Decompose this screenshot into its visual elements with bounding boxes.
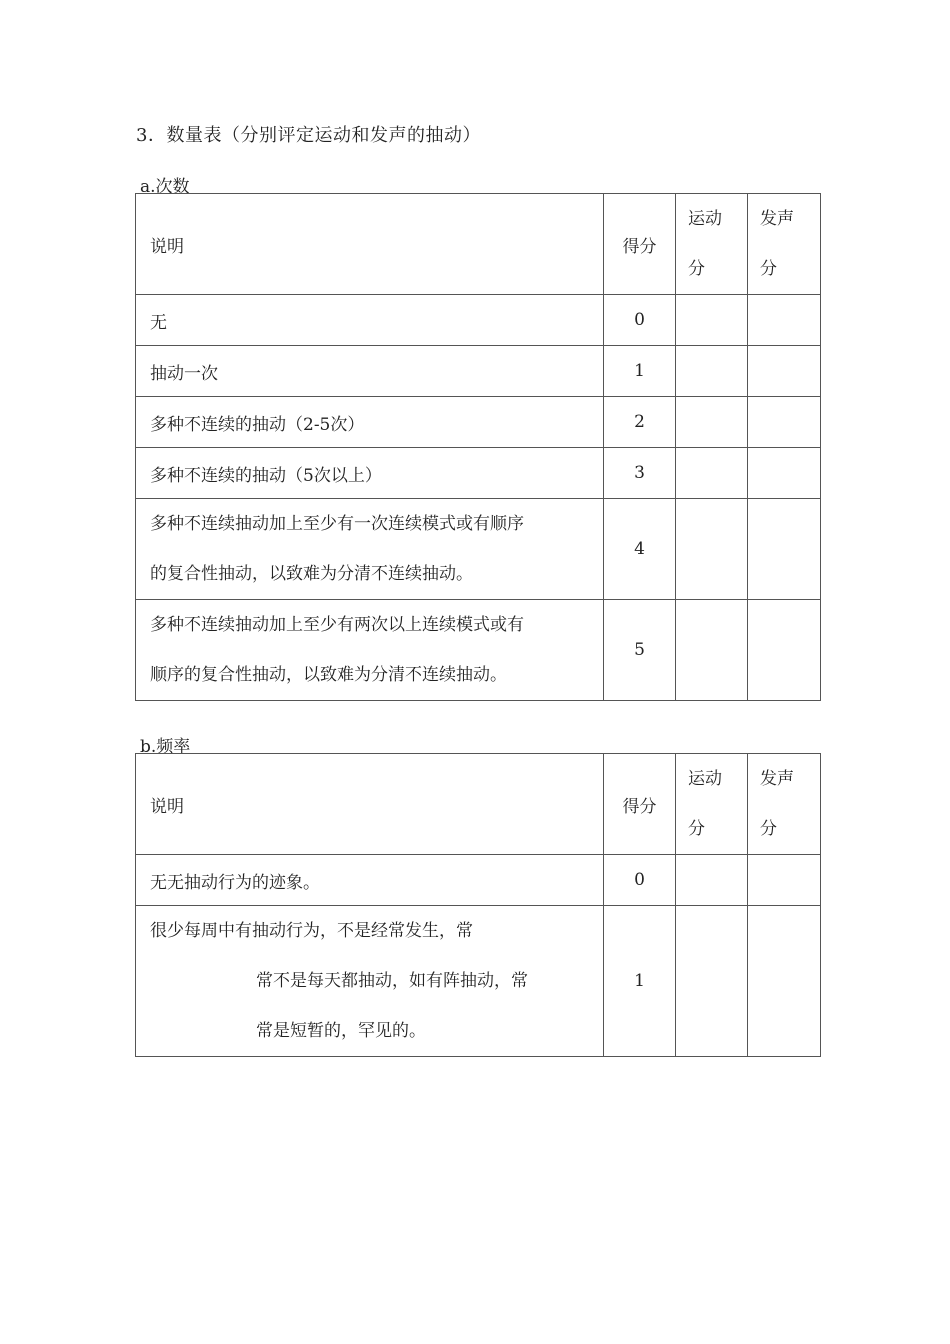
motor-score-cell[interactable] [676,346,748,397]
row-desc: 无无抽动行为的迹象。 [136,855,604,906]
table-row [136,346,821,397]
motor-score-cell[interactable] [676,448,748,499]
motor-score-cell[interactable] [676,499,748,600]
header-motor: 运动 分 [676,754,748,855]
row-desc: 很少每周中有抽动行为，不是经常发生，常 常不是每天都抽动，如有阵抽动，常 常是短暂的，罕见的。 [136,906,604,1057]
vocal-score-cell[interactable] [748,448,821,499]
table-row [136,600,821,701]
row-desc: 多种不连续抽动加上至少有一次连续模式或有顺序 的复合性抽动，以致难为分清不连续抽动。 [136,499,604,600]
header-vocal: 发声 分 [748,754,821,855]
header-desc: 说明 [136,754,604,855]
motor-score-cell[interactable] [676,600,748,701]
table-row [136,295,821,346]
frequency-rate-table [135,753,821,1057]
vocal-score-cell[interactable] [748,855,821,906]
header-motor: 运动 分 [676,194,748,295]
vocal-score-cell[interactable] [748,499,821,600]
header-score: 得分 [604,754,676,855]
motor-score-cell[interactable] [676,906,748,1057]
row-score: 0 [604,855,676,906]
row-score: 4 [604,499,676,600]
motor-score-cell[interactable] [676,855,748,906]
vocal-score-cell[interactable] [748,346,821,397]
table-row [136,397,821,448]
vocal-score-cell[interactable] [748,906,821,1057]
table-row [136,906,821,1057]
motor-score-cell[interactable] [676,397,748,448]
header-score: 得分 [604,194,676,295]
vocal-score-cell[interactable] [748,295,821,346]
table-header-row [136,194,821,295]
row-score: 0 [604,295,676,346]
table-row [136,448,821,499]
frequency-count-table [135,193,821,701]
page-heading: 3．数量表（分别评定运动和发声的抽动） [136,125,481,146]
row-score: 5 [604,600,676,701]
vocal-score-cell[interactable] [748,397,821,448]
row-desc: 抽动一次 [136,346,604,397]
table-row [136,499,821,600]
table-header-row [136,754,821,855]
row-desc: 多种不连续抽动加上至少有两次以上连续模式或有 顺序的复合性抽动，以致难为分清不连续抽动。 [136,600,604,701]
motor-score-cell[interactable] [676,295,748,346]
row-desc: 多种不连续的抽动（2-5次） [136,397,604,448]
section-a-title: a.次数 [140,177,190,197]
row-score: 1 [604,906,676,1057]
row-score: 3 [604,448,676,499]
row-score: 2 [604,397,676,448]
vocal-score-cell[interactable] [748,600,821,701]
row-desc: 无 [136,295,604,346]
section-b-title: b.频率 [140,737,191,757]
table-row [136,855,821,906]
row-desc: 多种不连续的抽动（5次以上） [136,448,604,499]
header-vocal: 发声 分 [748,194,821,295]
header-desc: 说明 [136,194,604,295]
row-score: 1 [604,346,676,397]
